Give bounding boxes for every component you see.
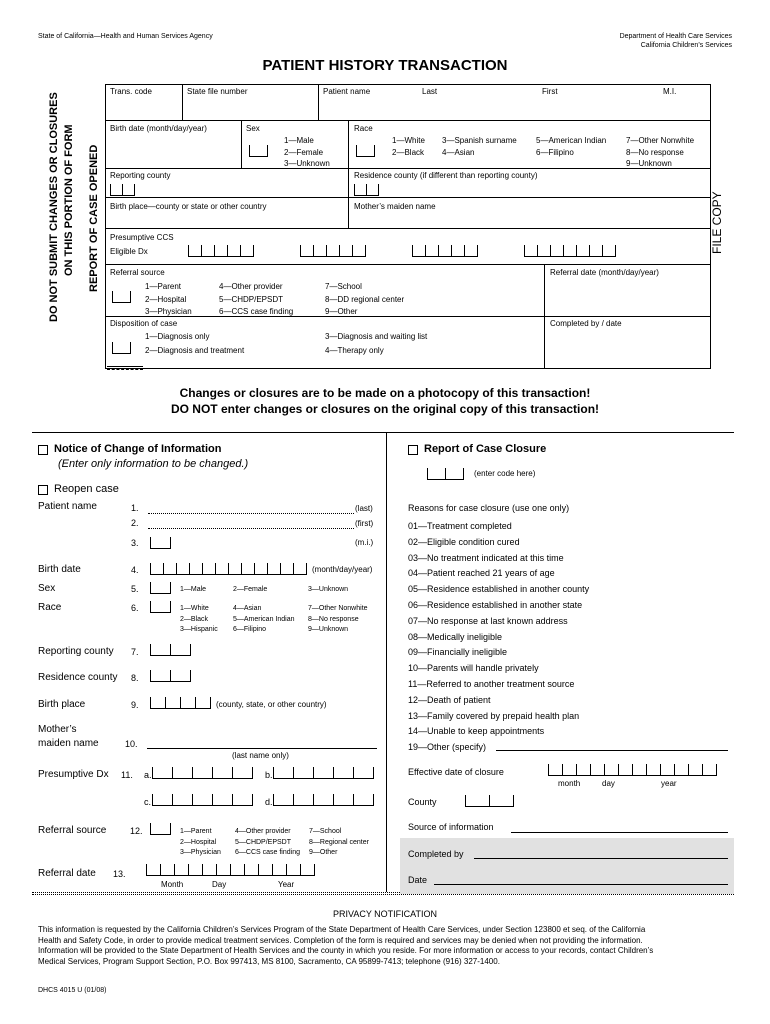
referral-date-label: Referral date (month/day/year) [550, 268, 659, 277]
dx-a-box[interactable] [152, 767, 253, 779]
race-col-2 [233, 604, 294, 636]
reporting-county-box[interactable] [110, 184, 135, 196]
birth-date-box[interactable] [150, 563, 307, 575]
disposition-col-2 [325, 330, 427, 358]
date-line[interactable] [434, 884, 728, 885]
race-col-2 [442, 135, 517, 158]
race-option: 8—No response [308, 615, 359, 623]
referral-option: 3—Physician [180, 849, 221, 856]
item-number: 10. [125, 739, 138, 749]
maiden-label-2: maiden name [38, 738, 99, 749]
closure-reason: 01—Treatment completed [408, 521, 512, 531]
item-number: 4. [131, 565, 139, 575]
closure-reason: 13—Family covered by prepaid health plan [408, 710, 580, 721]
birth-place-box[interactable] [150, 697, 211, 709]
referral-option: 2—Hospital [180, 838, 217, 846]
disposition-label: Disposition of case [110, 319, 178, 328]
case-closure-title: Report of Case Closure [424, 443, 547, 455]
closure-reason: 14—Unable to keep appointments [408, 726, 545, 737]
privacy-text [38, 925, 653, 967]
dx-d-box[interactable] [273, 794, 374, 806]
reasons-title: Reasons for case closure (use one only) [408, 503, 570, 513]
referral-option: 8—Regional center [309, 838, 369, 846]
year-hint: Year [278, 880, 295, 889]
race-option: 9—Unknown [626, 159, 672, 168]
item-number: 8. [131, 673, 139, 683]
race-box[interactable] [150, 601, 171, 613]
file-copy-label: FILE COPY [710, 191, 724, 254]
other-specify-line[interactable] [496, 750, 728, 751]
disposition-option: 2—Diagnosis and treatment [145, 346, 245, 355]
dx-a-label: a. [144, 770, 152, 780]
referral-option: 6—CCS case finding [235, 849, 300, 856]
case-closure-checkbox[interactable] [408, 445, 418, 455]
privacy-line: This information is requested by the California Children’s Services Program of the State Department of Health Care Services, under Section 123800 et seq. of the California [38, 925, 646, 934]
item-number: 2. [131, 518, 139, 528]
perforation-line-2 [32, 894, 734, 895]
year-hint: year [661, 779, 677, 788]
referral-option: 6—CCS case finding [219, 307, 294, 316]
item-number: 13. [113, 869, 126, 879]
referral-option: 8—DD regional center [325, 294, 405, 304]
closure-reason: 05—Residence established in another county [408, 584, 590, 595]
agency-label: State of California—Health and Human Services Agency [38, 33, 213, 40]
county-label: County [408, 797, 437, 807]
referral-date-box[interactable] [146, 864, 315, 876]
sex-option: 1—Male [180, 586, 207, 593]
race-option: 8—No response [626, 147, 684, 157]
referral-option: 5—CHDP/EPSDT [235, 838, 292, 846]
item-number: 6. [131, 603, 139, 613]
last-only-hint: (last name only) [232, 751, 289, 760]
notice-of-change-subtitle: (Enter only information to be changed.) [58, 458, 249, 470]
dx-d-label: d. [265, 797, 273, 807]
reporting-county-box[interactable] [150, 644, 191, 656]
reporting-county-label: Reporting county [38, 646, 114, 657]
shaded-area [400, 838, 734, 894]
sex-option: 1—Male [284, 136, 314, 145]
department-label: Department of Health Care Services [619, 33, 732, 40]
referral-option: 4—Other provider [219, 282, 283, 291]
closure-reason: 04—Patient reached 21 years of age [408, 568, 555, 579]
dx-b-box[interactable] [273, 767, 374, 779]
privacy-title: PRIVACY NOTIFICATION [332, 909, 437, 919]
mi-box[interactable] [150, 537, 171, 549]
item-number: 12. [130, 826, 143, 836]
race-option: 3—Hispanic [180, 626, 218, 633]
dx-box-d[interactable] [524, 245, 616, 257]
closure-reason: 10—Parents will handle privately [408, 663, 539, 674]
race-option: 5—American Indian [536, 136, 607, 145]
do-not-submit-label-2: ON THIS PORTION OF FORM [63, 124, 75, 276]
race-col-3 [536, 135, 606, 158]
referral-option: 9—Other [325, 307, 358, 316]
closure-reason: 11—Referred to another treatment source [408, 678, 575, 689]
residence-county-label: Residence county [38, 672, 118, 683]
disposition-option: 4—Therapy only [325, 346, 384, 355]
dx-box-c[interactable] [412, 245, 478, 257]
closure-code-box[interactable] [427, 468, 464, 480]
dx-c-label: c. [144, 797, 152, 807]
do-not-submit-label: DO NOT SUBMIT CHANGES OR CLOSURES [48, 92, 60, 322]
source-label: Source of information [408, 822, 494, 832]
disposition-col-1 [145, 330, 244, 358]
referral-source-label: Referral source [38, 825, 107, 836]
eligible-dx-label: Eligible Dx [110, 247, 148, 256]
referral-option: 9—Other [309, 849, 338, 856]
residence-county-label: Residence county (if different than reporting county) [354, 171, 538, 180]
closure-reason: 03—No treatment indicated at this time [408, 552, 564, 563]
effective-date-box[interactable] [548, 764, 717, 776]
last-name-line[interactable] [148, 513, 354, 514]
sex-option: 3—Unknown [308, 586, 349, 593]
race-option: 1—White [180, 605, 209, 612]
last-label: Last [422, 87, 438, 96]
birth-place-label: Birth place [38, 699, 86, 710]
race-col-1 [392, 135, 425, 158]
item-number: 3. [131, 538, 139, 548]
birth-place-label: Birth place—county or state or other country [110, 202, 267, 211]
sex-option: 2—Female [233, 586, 268, 593]
race-option: 2—Black [180, 615, 209, 623]
day-hint: day [602, 779, 615, 788]
maiden-label-1: Mother’s [38, 724, 77, 735]
notice-line-1: Changes or closures are to be made on a photocopy of this transaction! [179, 386, 591, 400]
race-code-box[interactable] [356, 145, 375, 157]
birth-place-hint: (county, state, or other country) [216, 700, 327, 709]
race-option: 4—Asian [442, 147, 475, 157]
referral-option: 1—Parent [180, 828, 212, 835]
closure-reason: 09—Financially ineligible [408, 647, 508, 658]
form-id: DHCS 4015 U (01/08) [38, 987, 107, 994]
mi-hint: (m.i.) [355, 538, 374, 547]
presumptive-ccs-label: Presumptive CCS [110, 233, 174, 242]
dash-mark [107, 366, 143, 367]
referral-col-1 [180, 827, 221, 859]
race-col-3 [308, 604, 368, 636]
race-col-1 [180, 604, 218, 636]
mi-label: M.I. [663, 87, 677, 96]
referral-col-2 [219, 281, 293, 319]
first-name-line[interactable] [148, 528, 354, 529]
race-option: 6—Filipino [536, 147, 574, 157]
sex-option: 2—Female [284, 147, 324, 157]
referral-option: 3—Physician [145, 307, 192, 316]
birth-date-label: Birth date (month/day/year) [110, 124, 207, 133]
item-number: 5. [131, 584, 139, 594]
month-hint: month [558, 779, 581, 788]
notice-of-change-checkbox[interactable] [38, 445, 48, 455]
notice-line-2: DO NOT enter changes or closures on the original copy of this transaction! [170, 402, 600, 416]
dash-mark-2 [107, 369, 143, 370]
privacy-line: Medical Services, Program Support Section, P.O. Box 997413, MS 8100, Sacramento, CA 95899-7413; telephone (916) 327-1400. [38, 956, 500, 966]
disposition-option: 3—Diagnosis and waiting list [325, 332, 428, 341]
day-hint: Day [212, 880, 227, 889]
referral-source-box[interactable] [112, 291, 131, 303]
race-col-4 [626, 135, 694, 170]
referral-option: 1—Parent [145, 282, 182, 291]
completed-by-date-label: Completed by / date [550, 319, 622, 328]
race-option: 1—White [392, 136, 425, 145]
residence-county-box[interactable] [150, 670, 191, 682]
birth-date-label: Birth date [38, 564, 81, 575]
trans-code-label: Trans. code [110, 87, 152, 96]
county-box[interactable] [465, 795, 514, 807]
closure-reasons-list [408, 519, 589, 756]
referral-option: 2—Hospital [145, 294, 187, 304]
disposition-box[interactable] [112, 342, 131, 354]
month-hint: Month [161, 880, 184, 889]
sex-box[interactable] [150, 582, 171, 594]
dx-c-box[interactable] [152, 794, 253, 806]
effective-date-label: Effective date of closure [408, 767, 504, 777]
completed-by-line[interactable] [474, 858, 728, 859]
race-option: 5—American Indian [233, 615, 295, 623]
referral-option: 7—School [309, 828, 342, 835]
notice-of-change-title: Notice of Change of Information [54, 443, 222, 455]
closure-reason: 02—Eligible condition cured [408, 536, 520, 547]
closure-reason: 07—No response at last known address [408, 615, 568, 626]
race-option: 6—Filipino [233, 626, 267, 633]
referral-col-2 [235, 827, 300, 859]
sex-label: Sex [38, 583, 56, 594]
race-option: 9—Unknown [308, 626, 349, 633]
sex-label: Sex [246, 124, 260, 133]
presumptive-dx-label: Presumptive Dx [38, 769, 109, 780]
patient-name-label: Patient name [38, 501, 97, 512]
closure-reason: 19—Other (specify) [408, 742, 487, 753]
item-number: 7. [131, 647, 139, 657]
referral-col-3 [325, 281, 404, 319]
report-opened-label: REPORT OF CASE OPENED [88, 144, 100, 292]
dx-box-b[interactable] [300, 245, 366, 257]
reporting-county-label: Reporting county [110, 171, 171, 180]
enter-code-hint: (enter code here) [474, 469, 536, 478]
privacy-line: Information will be provided to the State Department of Health Services and the county in which you reside. For more information or access to your records, contact Children’s [38, 946, 654, 955]
last-hint: (last) [355, 504, 373, 513]
reopen-case-label: Reopen case [54, 483, 119, 495]
race-option: 4—Asian [233, 605, 262, 612]
item-number: 11. [121, 770, 133, 780]
item-number: 9. [131, 700, 139, 710]
referral-col-3 [309, 827, 369, 859]
race-option: 3—Spanish surname [442, 136, 517, 145]
maiden-name-line[interactable] [147, 748, 377, 749]
referral-option: 7—School [325, 282, 362, 291]
referral-option: 5—CHDP/EPSDT [219, 294, 284, 304]
race-option: 7—Other Nonwhite [626, 136, 695, 145]
source-line[interactable] [511, 832, 728, 833]
race-option: 2—Black [392, 147, 425, 157]
completed-by-label: Completed by [408, 849, 464, 859]
dx-b-label: b. [265, 770, 273, 780]
item-number: 1. [131, 503, 139, 513]
mdy-hint: (month/day/year) [312, 565, 373, 574]
referral-source-label: Referral source [110, 268, 165, 277]
closure-reason: 12—Death of patient [408, 694, 491, 705]
sex-code-box[interactable] [249, 145, 268, 157]
form-title: PATIENT HISTORY TRANSACTION [262, 57, 508, 74]
residence-county-box[interactable] [354, 184, 379, 196]
race-option: 7—Other Nonwhite [308, 605, 368, 612]
dx-box-a[interactable] [188, 245, 254, 257]
ccs-label: California Children’s Services [640, 42, 732, 49]
patient-name-label: Patient name [323, 87, 371, 96]
sex-option: 3—Unknown [284, 159, 330, 168]
reopen-case-checkbox[interactable] [38, 485, 48, 495]
race-label: Race [38, 602, 62, 613]
state-file-label: State file number [187, 87, 248, 96]
first-label: First [542, 87, 558, 96]
disposition-option: 1—Diagnosis only [145, 332, 210, 341]
first-hint: (first) [355, 519, 374, 528]
closure-reason: 08—Medically ineligible [408, 631, 503, 642]
referral-option: 4—Other provider [235, 828, 291, 835]
referral-col-1 [145, 281, 192, 319]
maiden-name-label: Mother’s maiden name [354, 202, 436, 211]
date-label: Date [408, 875, 428, 885]
referral-source-box[interactable] [150, 823, 171, 835]
closure-reason: 06—Residence established in another state [408, 599, 583, 610]
sex-options [284, 135, 330, 170]
privacy-line: Health and Safety Code, in order to provide medical treatment services. Completion of the form is required and services may be denied when not providing the information. [38, 935, 643, 945]
referral-date-label: Referral date [38, 868, 96, 879]
race-label: Race [354, 124, 373, 133]
